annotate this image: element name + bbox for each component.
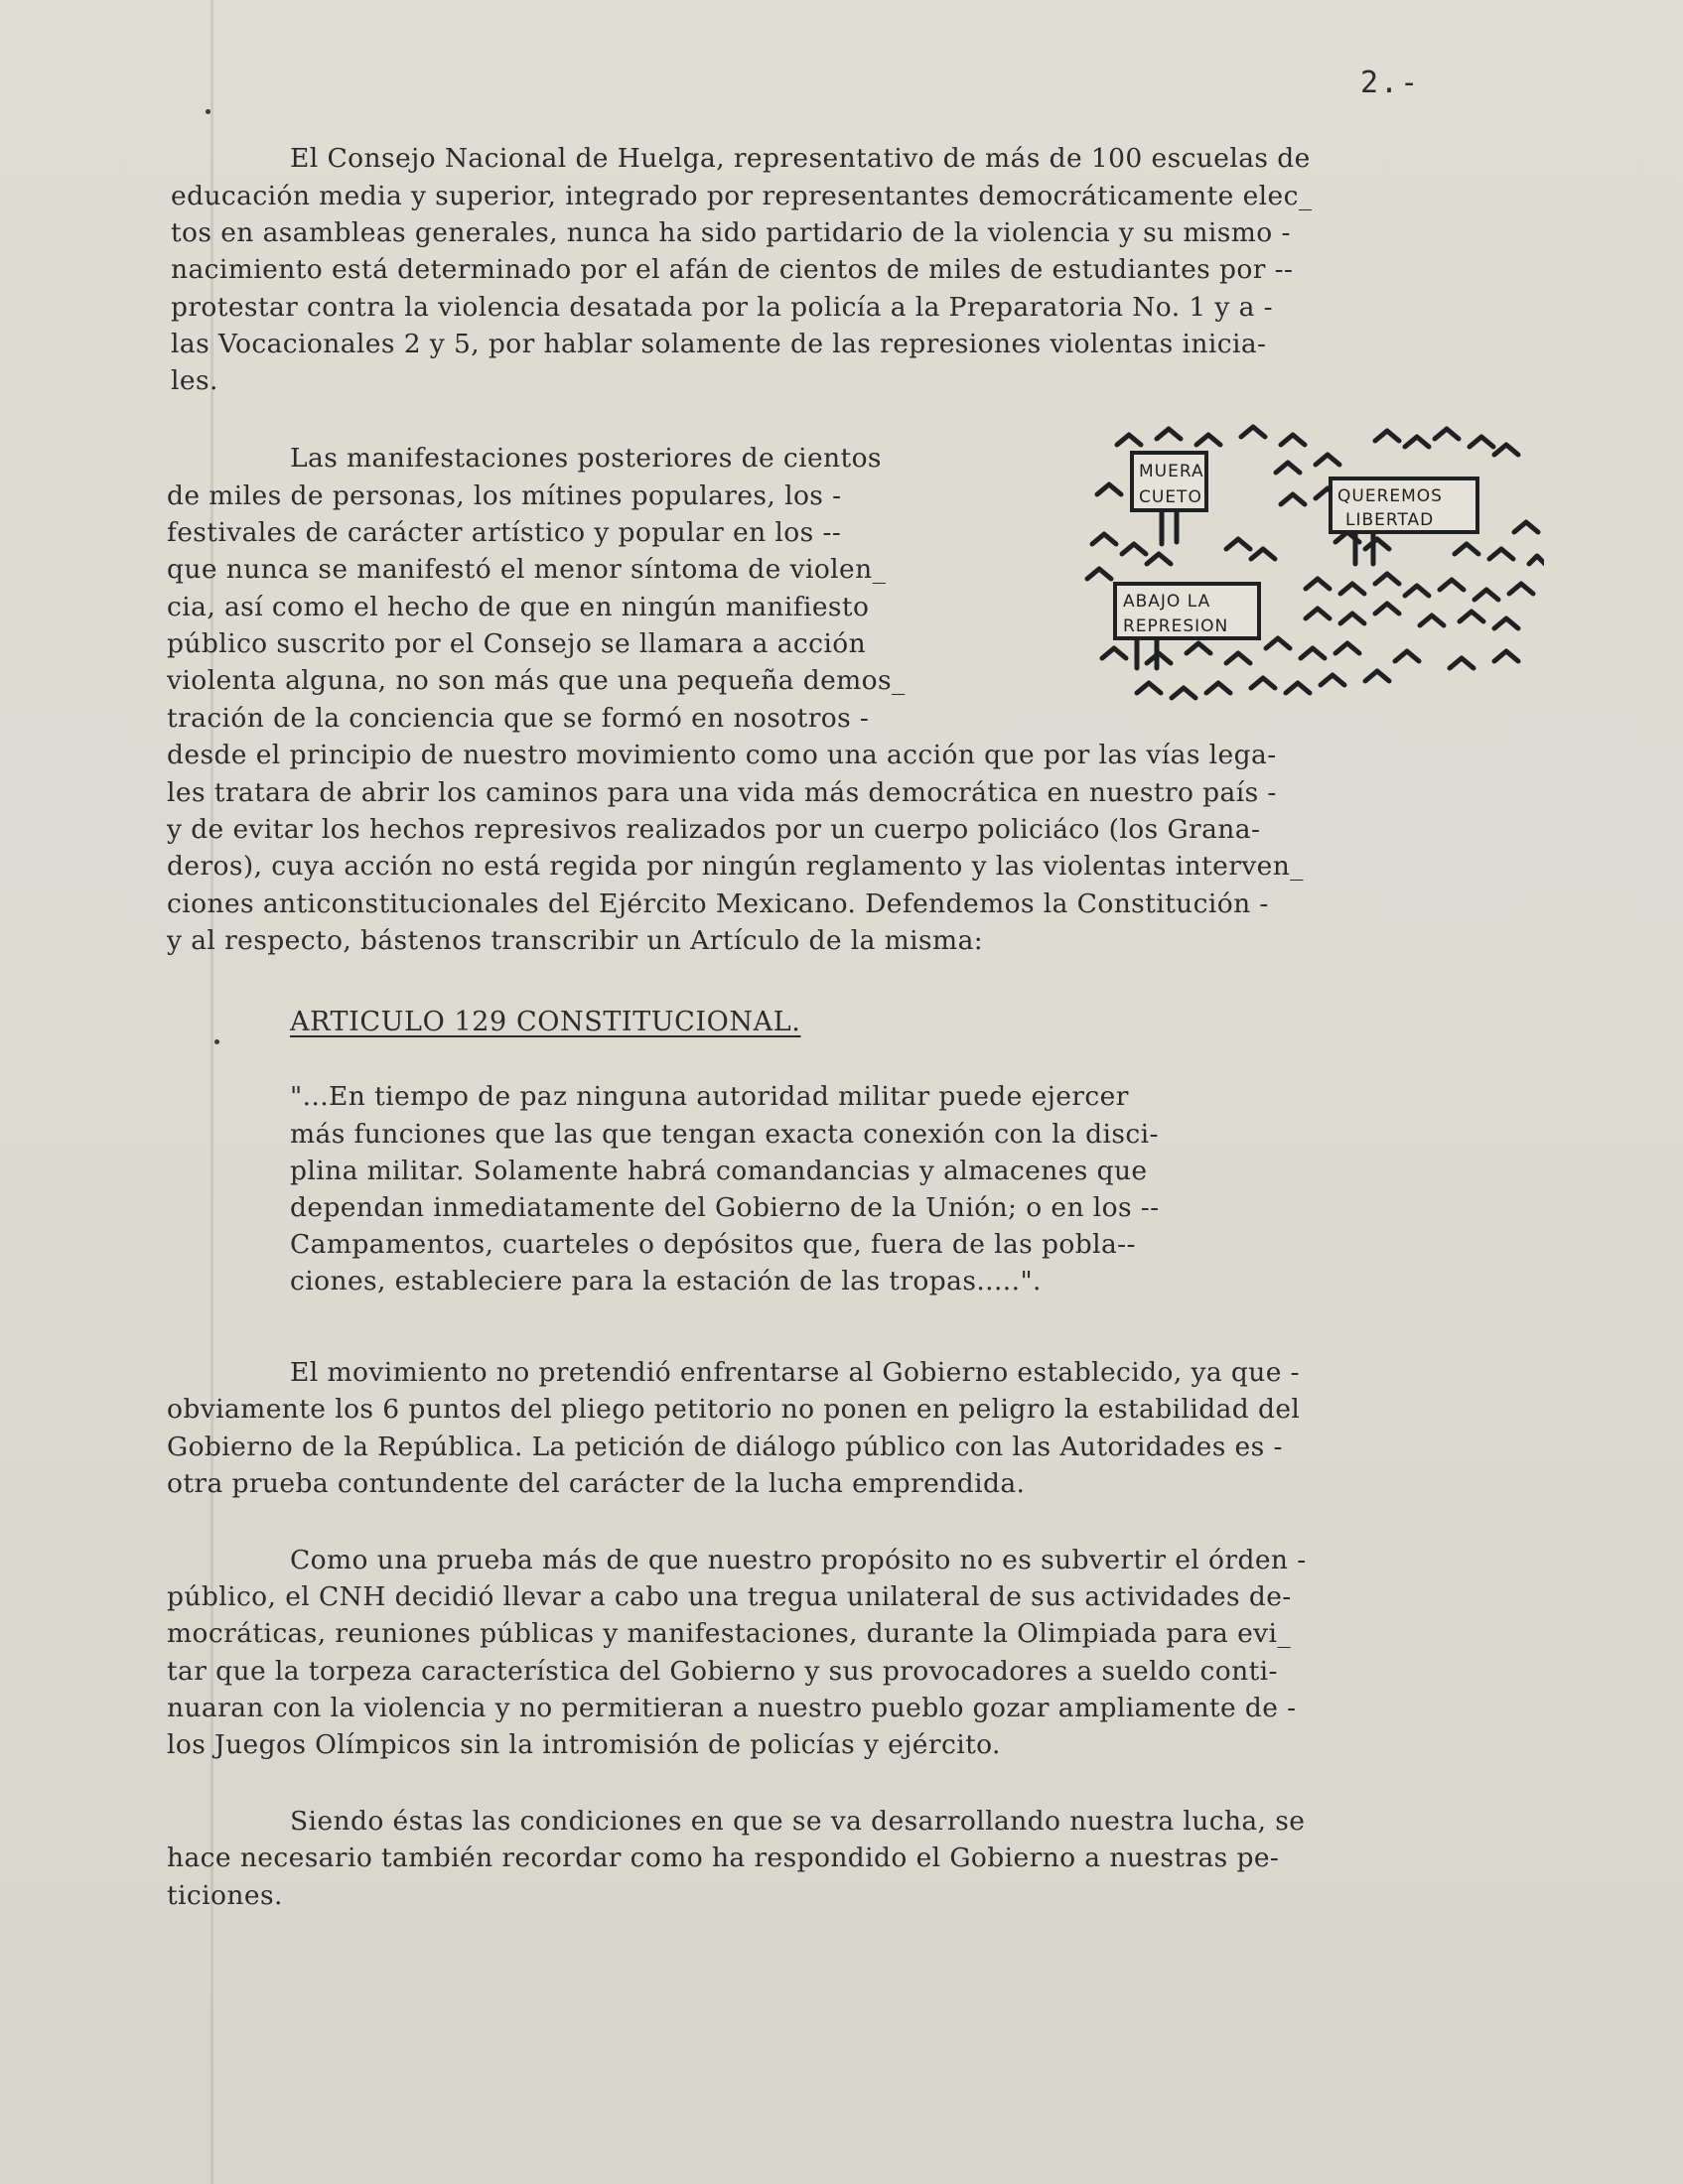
text-line: que nunca se manifestó el menor síntoma de violen_ (167, 554, 887, 585)
text-line: Campamentos, cuarteles o depósitos que, fuera de las pobla-- (290, 1229, 1136, 1260)
text-line: hace necesario también recordar como ha respondido el Gobierno a nuestras pe- (167, 1843, 1280, 1873)
ink-mark (214, 1039, 219, 1044)
page-number: 2.- (1360, 66, 1421, 100)
text-line: Como una prueba más de que nuestro propósito no es subvertir el órden - (290, 1545, 1307, 1575)
text-line: nuaran con la violencia y no permitieran a nuestro pueblo gozar ampliamente de - (167, 1693, 1297, 1723)
text-line: les tratara de abrir los caminos para una vida más democrática en nuestro país - (167, 777, 1277, 808)
text-line: Siendo éstas las condiciones en que se va desarrollando nuestra lucha, se (290, 1806, 1306, 1837)
text-line: y al respecto, bástenos transcribir un Artículo de la misma: (167, 925, 984, 956)
text-line: otra prueba contundente del carácter de la lucha emprendida. (167, 1468, 1026, 1499)
sign-text: QUEREMOS (1337, 486, 1443, 506)
text-line: "...En tiempo de paz ninguna autoridad militar puede ejercer (290, 1081, 1129, 1112)
sign-text: REPRESION (1123, 616, 1229, 636)
text-line: obviamente los 6 puntos del pliego petitorio no ponen en peligro la estabilidad del (167, 1394, 1301, 1425)
text-line: público suscrito por el Consejo se llamara a acción (167, 628, 867, 659)
text-line: deros), cuya acción no está regida por ningún reglamento y las violentas interven_ (167, 851, 1304, 882)
text-line: público, el CNH decidió llevar a cabo una tregua unilateral de sus actividades de- (167, 1581, 1292, 1612)
text-line: tos en asambleas generales, nunca ha sido partidario de la violencia y su mismo - (171, 217, 1291, 248)
text-line: festivales de carácter artístico y popular en los -- (167, 517, 842, 548)
text-line: protestar contra la violencia desatada por la policía a la Preparatoria No. 1 y a - (171, 292, 1273, 323)
text-line: desde el principio de nuestro movimiento como una acción que por las vías lega- (167, 740, 1277, 770)
text-line: El movimiento no pretendió enfrentarse al Gobierno establecido, ya que - (290, 1357, 1300, 1388)
text-line: las Vocacionales 2 y 5, por hablar solamente de las represiones violentas inicia- (171, 329, 1267, 359)
text-line: Las manifestaciones posteriores de cientos (290, 443, 882, 474)
text-line: ticiones. (167, 1880, 283, 1911)
text-line: dependan inmediatamente del Gobierno de la Unión; o en los -- (290, 1192, 1160, 1223)
text-line: Gobierno de la República. La petición de diálogo público con las Autoridades es - (167, 1432, 1283, 1462)
text-line: los Juegos Olímpicos sin la intromisión de policías y ejército. (167, 1729, 1001, 1760)
protest-illustration (1077, 415, 1544, 728)
text-line: cia, así como el hecho de que en ningún manifiesto (167, 592, 870, 622)
sign-text: CUETO (1139, 487, 1202, 507)
protest-crowd-drawing (1077, 415, 1544, 728)
text-line: y de evitar los hechos represivos realizados por un cuerpo policiáco (los Grana- (167, 814, 1261, 845)
sign-text: ABAJO LA (1123, 592, 1211, 612)
text-line: tración de la conciencia que se formó en nosotros - (167, 703, 870, 734)
ink-mark (206, 109, 210, 114)
text-line: mocráticas, reuniones públicas y manifestaciones, durante la Olimpiada para evi_ (167, 1618, 1292, 1649)
text-line: violenta alguna, no son más que una pequeña demos_ (167, 665, 906, 696)
sign-text: LIBERTAD (1345, 510, 1435, 530)
text-line: ciones anticonstitucionales del Ejército Mexicano. Defendemos la Constitución - (167, 888, 1269, 919)
text-line: de miles de personas, los mítines populares, los - (167, 480, 842, 511)
text-line: nacimiento está determinado por el afán de cientos de miles de estudiantes por -- (171, 254, 1294, 285)
text-line: les. (171, 365, 218, 396)
text-line: ciones, estableciere para la estación de las tropas.....". (290, 1266, 1042, 1297)
article-heading: ARTICULO 129 CONSTITUCIONAL. (290, 1007, 801, 1037)
sign-text: MUERA (1139, 462, 1204, 481)
text-line: plina militar. Solamente habrá comandancias y almacenes que (290, 1156, 1148, 1186)
text-line: El Consejo Nacional de Huelga, representativo de más de 100 escuelas de (290, 143, 1311, 174)
text-line: educación media y superior, integrado por representantes democráticamente elec_ (171, 181, 1313, 211)
text-line: tar que la torpeza característica del Gobierno y sus provocadores a sueldo conti- (167, 1656, 1278, 1687)
text-line: más funciones que las que tengan exacta conexión con la disci- (290, 1119, 1159, 1150)
